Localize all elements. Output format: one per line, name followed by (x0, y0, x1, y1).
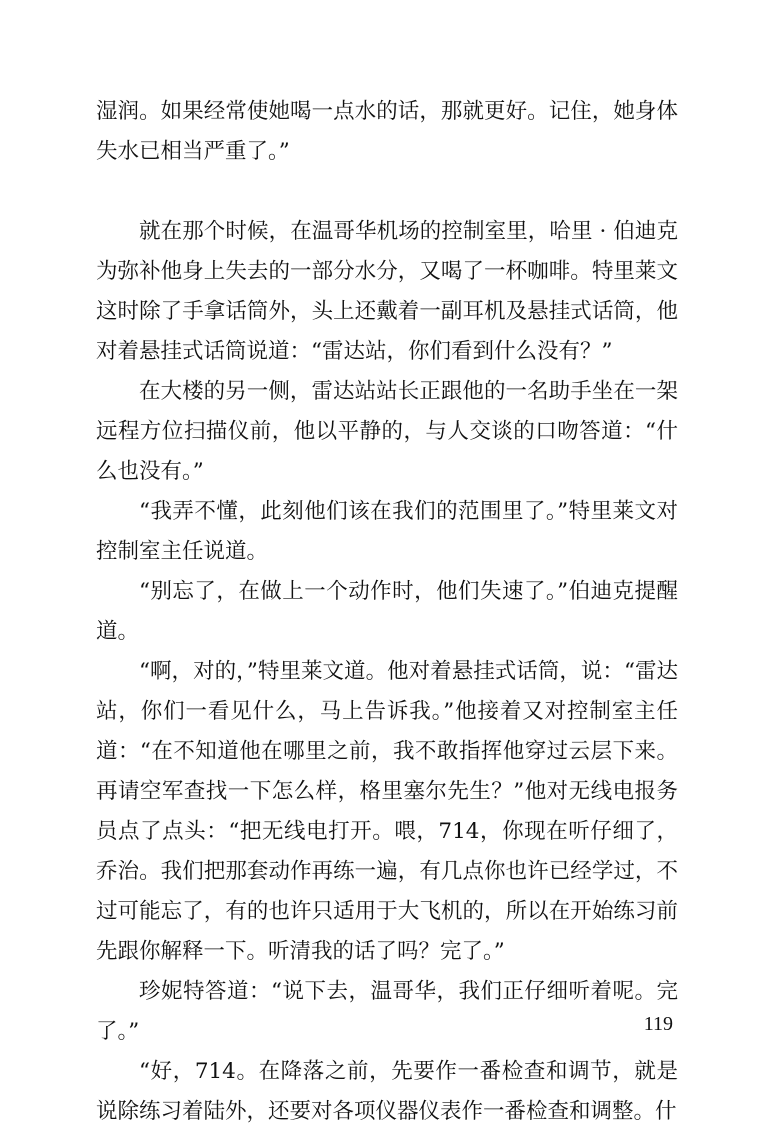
paragraph: 珍妮特答道：“说下去，温哥华，我们正仔细听着呢。完了。” (96, 979, 678, 1044)
paragraph: 就在那个时候，在温哥华机场的控制室里，哈里 · 伯迪克为弥补他身上失去的一部分水分，又喝了一杯咖啡。特里莱文这时除了手拿话筒外，头上还戴着一副耳机及悬挂式话筒，他对着悬挂式话筒说道：“雷达站，你们看到什么没有？” (96, 219, 678, 364)
paragraph: “好，714。在降落之前，先要作一番检查和调节，就是说除练习着陆外，还要对各项仪器仪表作一番检查和调整。什 (96, 1059, 678, 1124)
page-body (96, 92, 678, 1132)
paragraph: “我弄不懂，此刻他们该在我们的范围里了。”特里莱文对控制室主任说道。 (96, 499, 678, 564)
paragraph: “别忘了，在做上一个动作时，他们失速了。”伯迪克提醒道。 (96, 579, 678, 644)
page-number: 119 (643, 1013, 673, 1035)
paragraph: “啊，对的，”特里莱文道。他对着悬挂式话筒，说：“雷达站，你们一看见什么，马上告诉我。”他接着又对控制室主任道：“在不知道他在哪里之前，我不敢指挥他穿过云层下来。再请空军查找一下怎么样，格里塞尔先生？”他对无线电报务员点了点头：“把无线电打开。喂，714，你现在听仔细了，乔治。我们把那套动作再练一遍，有几点你也许已经学过，不过可能忘了，有的也许只适用于大飞机的，所以在开始练习前先跟你解释一下。听清我的话了吗？完了。” (96, 659, 678, 964)
paragraph-gap (96, 172, 678, 212)
paragraph-continued: 湿润。如果经常使她喝一点水的话，那就更好。记住，她身体失水已相当严重了。” (96, 99, 678, 164)
paragraph: 在大楼的另一侧，雷达站站长正跟他的一名助手坐在一架远程方位扫描仪前，他以平静的，与人交谈的口吻答道：“什么也没有。” (96, 379, 678, 484)
